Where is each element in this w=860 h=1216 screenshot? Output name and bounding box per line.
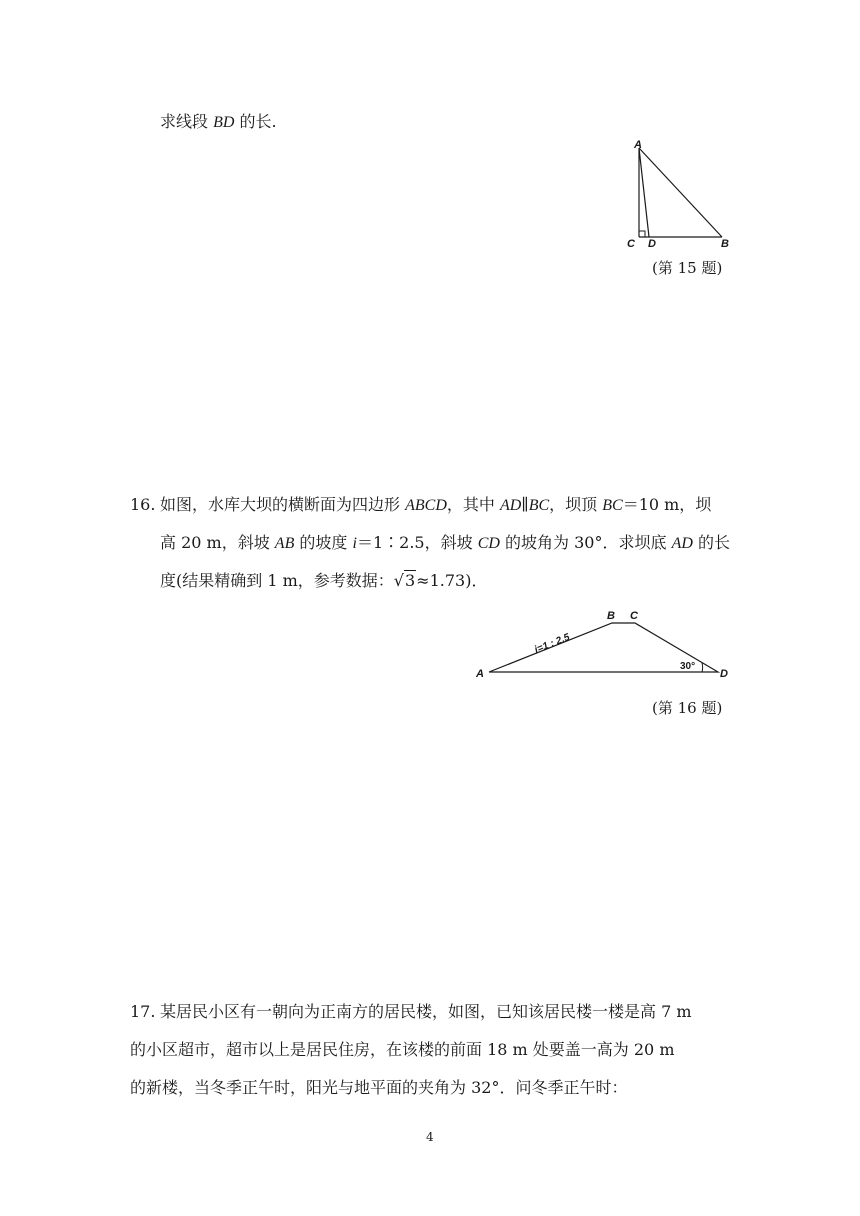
q15-figure [610, 138, 750, 250]
q16-label-d: D [720, 668, 728, 680]
q15-caption: (第 15 题) [652, 259, 723, 277]
q16-figure [470, 605, 750, 685]
q16-line-3: 度(结果精确到 1 m，参考数据：√3≈1.73)． [160, 571, 488, 590]
sqrt-expression: √3 [393, 571, 416, 590]
q15-label-a: A [634, 139, 642, 151]
q15-label-d: D [648, 238, 656, 250]
q15-segment-ad [639, 148, 649, 237]
q17-number: 17. [130, 1002, 156, 1021]
page-number: 4 [426, 1130, 434, 1144]
q16-slope-label: i=1 : 2.5 [533, 631, 572, 656]
q16-label-a: A [476, 668, 484, 680]
q17-line-2: 的小区超市，超市以上是居民住房，在该楼的前面 18 m 处要盖一高为 20 m [130, 1040, 675, 1059]
q16-label-c: C [630, 610, 638, 622]
q17-line-3: 的新楼，当冬季正午时，阳光与地平面的夹角为 32°．问冬季正午时： [130, 1078, 628, 1097]
q16-line-2: 高 20 m，斜坡 AB 的坡度 i＝1∶2.5，斜坡 CD 的坡角为 30°．求坝底 AD 的长 [160, 533, 730, 552]
q16-caption: (第 16 题) [652, 699, 723, 717]
q15-right-angle-mark [639, 231, 645, 237]
q16-angle-arc [702, 663, 703, 672]
q16-angle-label: 30° [680, 661, 696, 672]
q16-label-b: B [607, 610, 615, 622]
q16-number: 16. [130, 495, 156, 514]
q16-line-1: 如图，水库大坝的横断面为四边形 ABCD，其中 AD∥BC，坝顶 BC＝10 m，坝 [160, 495, 712, 514]
q15-label-b: B [721, 238, 729, 250]
q15-segment-ab [639, 148, 722, 237]
q17-line-1: 某居民小区有一朝向为正南方的居民楼，如图，已知该居民楼一楼是高 7 m [160, 1002, 692, 1021]
q15-label-c: C [627, 238, 635, 250]
q15-tail: 求线段 BD 的长. [160, 112, 277, 131]
var-bd: BD [213, 114, 235, 131]
